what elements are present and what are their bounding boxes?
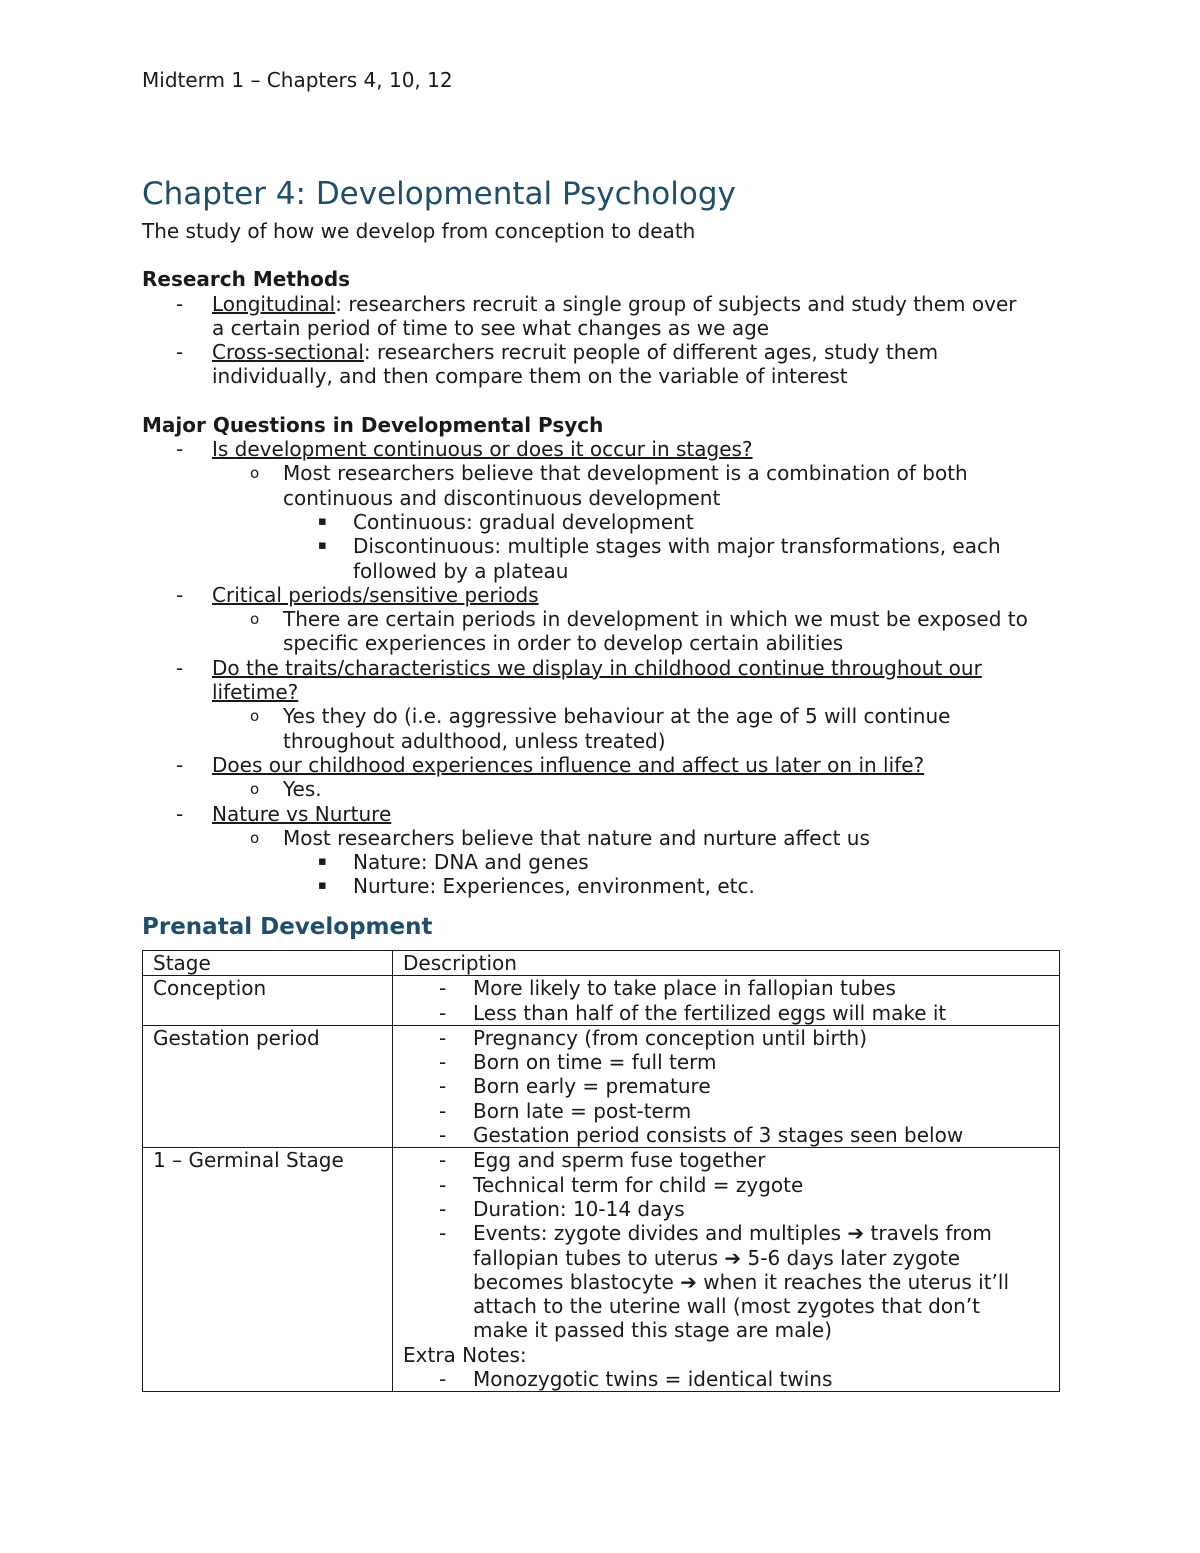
- table-row: [143, 1025, 1060, 1147]
- research-methods-heading: Research Methods: [142, 267, 351, 292]
- dash-marker: -: [176, 291, 184, 316]
- question-item: - Is development continuous or does it occur in stages?: [176, 437, 753, 462]
- research-item-continuation: individually, and then compare them on the variable of interest: [212, 364, 848, 389]
- dash-marker: -: [439, 1221, 447, 1246]
- dash-marker: -: [176, 582, 184, 607]
- question-item: - Do the traits/characteristics we display in childhood continue throughout our: [176, 655, 982, 680]
- dash-marker: -: [439, 1098, 447, 1123]
- sub-answer-item: ▪ Nature: DNA and genes: [318, 850, 589, 875]
- square-marker: ▪: [318, 513, 327, 529]
- description-item: - Monozygotic twins = identical twins: [439, 1367, 833, 1392]
- answer-item: o There are certain periods in development in which we must be exposed to: [250, 607, 1028, 632]
- answer-item: o Most researchers believe that development is a combination of both: [250, 461, 968, 486]
- dash-marker: -: [439, 1172, 447, 1197]
- answer-continuation: specific experiences in order to develop certain abilities: [283, 631, 844, 656]
- research-item-longitudinal: - Longitudinal: researchers recruit a single group of subjects and study them over: [176, 291, 1017, 316]
- question-item: - Does our childhood experiences influence and affect us later on in life?: [176, 752, 925, 777]
- table-header-description: Description: [393, 951, 1060, 976]
- description-item: - Gestation period consists of 3 stages seen below: [439, 1123, 964, 1148]
- description-cell: [393, 1025, 1060, 1147]
- sub-answer-item: ▪ Discontinuous: multiple stages with major transformations, each: [318, 534, 1001, 559]
- term-cross-sectional: Cross-sectional: [212, 340, 364, 365]
- dash-marker: -: [176, 437, 184, 462]
- description-cell: [393, 976, 1060, 1026]
- circle-marker: o: [250, 780, 260, 799]
- description-continuation: becomes blastocyte ➔ when it reaches the uterus it’ll: [473, 1269, 1010, 1294]
- description-cell: [393, 1148, 1060, 1392]
- description-item: - Technical term for child = zygote: [439, 1172, 804, 1197]
- dash-marker: -: [176, 801, 184, 826]
- description-item: - Duration: 10-14 days: [439, 1196, 685, 1221]
- description-item: - Born on time = full term: [439, 1050, 717, 1075]
- description-continuation: make it passed this stage are male): [473, 1318, 833, 1343]
- description-item: - Egg and sperm fuse together: [439, 1148, 766, 1173]
- question-continuation: lifetime?: [212, 680, 299, 705]
- chapter-title: Chapter 4: Developmental Psychology: [142, 176, 736, 212]
- description-item: - Pregnancy (from conception until birth): [439, 1025, 868, 1050]
- extra-notes-label: Extra Notes:: [403, 1342, 527, 1367]
- dash-marker: -: [439, 1148, 447, 1173]
- answer-continuation: continuous and discontinuous development: [283, 485, 721, 510]
- dash-marker: -: [176, 655, 184, 680]
- research-item-continuation: a certain period of time to see what changes as we age: [212, 315, 770, 340]
- stage-cell: Conception: [143, 976, 393, 1026]
- description-continuation: fallopian tubes to uterus ➔ 5-6 days later zygote: [473, 1245, 961, 1270]
- table-row: [143, 1148, 1060, 1392]
- sub-answer-continuation: followed by a plateau: [353, 558, 569, 583]
- answer-item: o Yes they do (i.e. aggressive behaviour at the age of 5 will continue: [250, 704, 951, 729]
- table-header-row: [143, 951, 1060, 976]
- answer-item: o Yes.: [250, 777, 322, 802]
- description-continuation: attach to the uterine wall (most zygotes that don’t: [473, 1294, 980, 1319]
- dash-marker: -: [439, 976, 447, 1001]
- circle-marker: o: [250, 464, 260, 483]
- circle-marker: o: [250, 610, 260, 629]
- dash-marker: -: [439, 1000, 447, 1025]
- square-marker: ▪: [318, 854, 327, 870]
- description-item: - Born late = post-term: [439, 1098, 692, 1123]
- question-item: - Critical periods/sensitive periods: [176, 582, 539, 607]
- square-marker: ▪: [318, 878, 327, 894]
- dash-marker: -: [176, 340, 184, 365]
- dash-marker: -: [439, 1367, 447, 1392]
- description-item: - Events: zygote divides and multiples ➔ travels from: [439, 1221, 992, 1246]
- sub-answer-item: ▪ Continuous: gradual development: [318, 509, 694, 534]
- circle-marker: o: [250, 828, 260, 847]
- circle-marker: o: [250, 707, 260, 726]
- dash-marker: -: [439, 1123, 447, 1148]
- stage-cell: Gestation period: [143, 1025, 393, 1147]
- dash-marker: -: [439, 1074, 447, 1099]
- dash-marker: -: [439, 1025, 447, 1050]
- dash-marker: -: [439, 1050, 447, 1075]
- prenatal-heading: Prenatal Development: [142, 914, 433, 940]
- description-item: - Born early = premature: [439, 1074, 711, 1099]
- square-marker: ▪: [318, 538, 327, 554]
- answer-item: o Most researchers believe that nature and nurture affect us: [250, 825, 870, 850]
- question-item: - Nature vs Nurture: [176, 801, 392, 826]
- description-item: - Less than half of the fertilized eggs will make it: [439, 1000, 947, 1025]
- chapter-intro: The study of how we develop from conception to death: [142, 219, 696, 243]
- research-item-cross-sectional: - Cross-sectional: researchers recruit people of different ages, study them: [176, 340, 939, 365]
- dash-marker: -: [176, 752, 184, 777]
- description-item: - More likely to take place in fallopian tubes: [439, 976, 896, 1001]
- dash-marker: -: [439, 1196, 447, 1221]
- sub-answer-item: ▪ Nurture: Experiences, environment, etc.: [318, 874, 755, 899]
- page-header: Midterm 1 – Chapters 4, 10, 12: [142, 68, 453, 92]
- table-header-stage: Stage: [143, 951, 393, 976]
- prenatal-table: [142, 950, 1060, 1392]
- answer-continuation: throughout adulthood, unless treated): [283, 728, 666, 753]
- major-questions-heading: Major Questions in Developmental Psych: [142, 412, 604, 437]
- term-longitudinal: Longitudinal: [212, 291, 336, 316]
- stage-cell: 1 – Germinal Stage: [143, 1148, 393, 1392]
- table-row: [143, 976, 1060, 1026]
- chapter-body: [142, 219, 1060, 899]
